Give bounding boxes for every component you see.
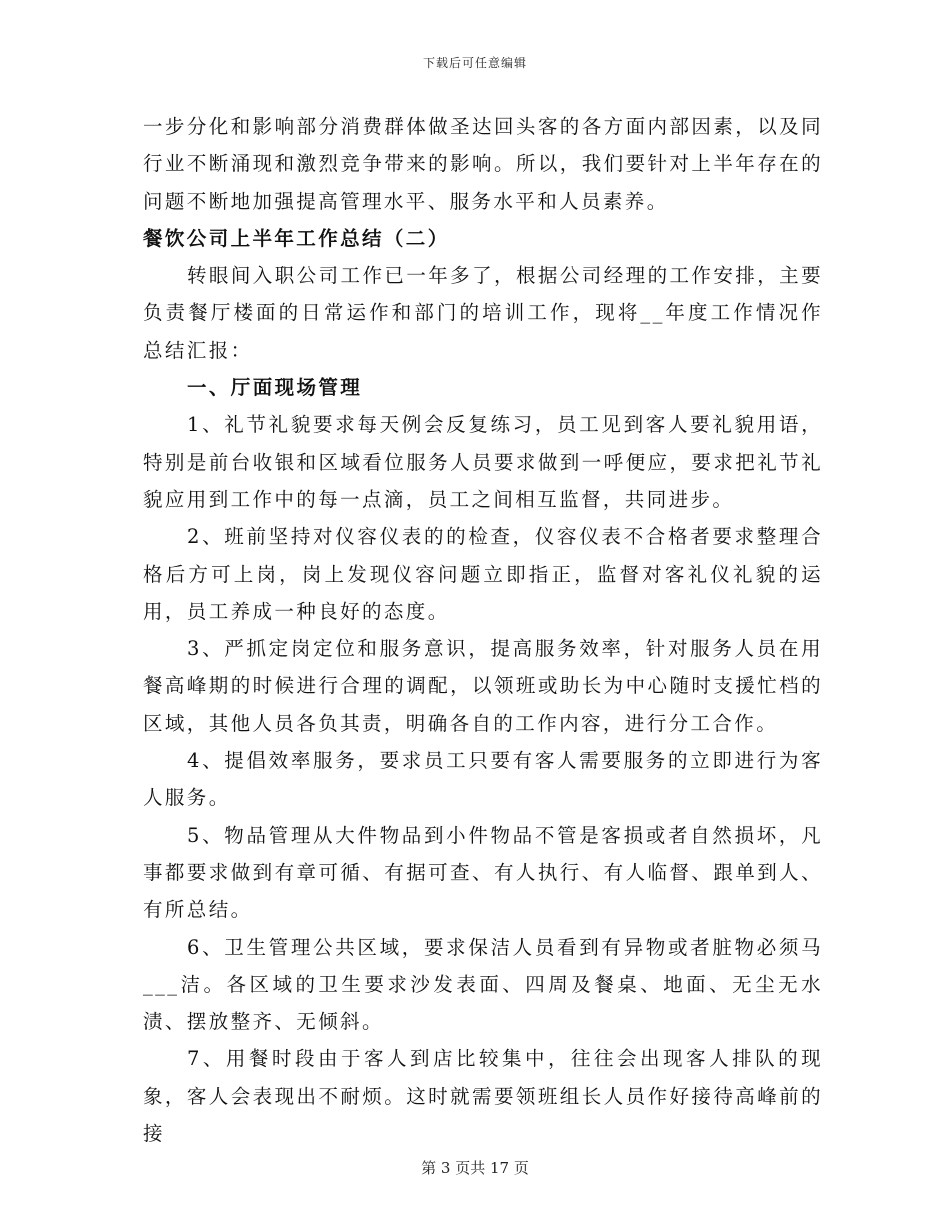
list-item: 7、用餐时段由于客人到店比较集中，往往会出现客人排队的现象，客人会表现出不耐烦。这时就需要领班组长人员作好接待高峰前的接 [143, 1047, 823, 1146]
document-body [143, 108, 823, 1152]
intro-paragraph: 一步分化和影响部分消费群体做圣达回头客的各方面内部因素，以及同行业不断涌现和激烈竞争带来的影响。所以，我们要针对上半年存在的问题不断地加强提高管理水平、服务水平和人员素养。 [143, 115, 823, 213]
section-title: 餐饮公司上半年工作总结（二） [143, 226, 450, 250]
page-footer: 第 3 页共 17 页 [421, 1159, 529, 1177]
section-heading: 一、厅面现场管理 [187, 376, 363, 400]
list-item: 1、礼节礼貌要求每天例会反复练习，员工见到客人要礼貌用语，特别是前台收银和区域看位服务人员要求做到一呼便应，要求把礼节礼貌应用到工作中的每一点滴，员工之间相互监督，共同进步。 [143, 413, 823, 511]
list-item: 2、班前坚持对仪容仪表的的检查，仪容仪表不合格者要求整理合格后方可上岗，岗上发现仪容问题立即指正，监督对客礼仪礼貌的运用，员工养成一种良好的态度。 [143, 525, 823, 623]
list-item: 4、提倡效率服务，要求员工只要有客人需要服务的立即进行为客人服务。 [143, 749, 823, 810]
opening-paragraph: 转眼间入职公司工作已一年多了，根据公司经理的工作安排，主要负责餐厅楼面的日常运作和部门的培训工作，现将__年度工作情况作总结汇报： [143, 264, 823, 362]
page-header: 下载后可任意编辑 [422, 56, 527, 70]
list-item: 5、物品管理从大件物品到小件物品不管是客损或者自然损坏，凡事都要求做到有章可循、有据可查、有人执行、有人临督、跟单到人、有所总结。 [143, 823, 823, 922]
list-item: 6、卫生管理公共区域，要求保洁人员看到有异物或者脏物必须马___洁。各区域的卫生要求沙发表面、四周及餐桌、地面、无尘无水渍、摆放整齐、无倾斜。 [143, 935, 823, 1034]
list-item: 3、严抓定岗定位和服务意识，提高服务效率，针对服务人员在用餐高峰期的时候进行合理的调配，以领班或助长为中心随时支援忙档的区域，其他人员各负其责，明确各自的工作内容，进行分工合作。 [143, 637, 823, 735]
